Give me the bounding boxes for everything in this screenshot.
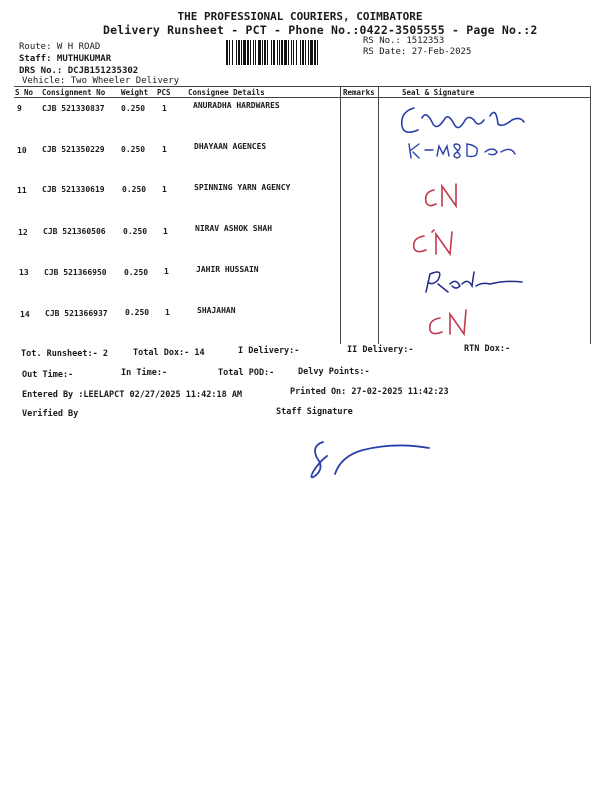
col-pcs: PCS <box>157 88 171 97</box>
table-right-border <box>590 86 591 344</box>
drs-number: DRS No.: DCJB151235302 <box>19 66 139 76</box>
row-pcs: 1 <box>163 227 168 236</box>
row-weight: 0.250 <box>125 308 150 317</box>
row-weight: 0.250 <box>124 268 149 277</box>
row-consignment: CJB 521330619 <box>42 185 105 194</box>
row-consignee: JAHIR HUSSAIN <box>196 265 259 274</box>
total-dox: Total Dox:- 14 <box>133 348 205 358</box>
row-pcs: 1 <box>162 185 167 194</box>
table-top-border <box>14 86 591 87</box>
in-time: In Time:- <box>121 368 168 378</box>
barcode-bar <box>318 40 319 65</box>
staff-signature-label: Staff Signature <box>276 407 353 417</box>
row-consignee: SPINNING YARN AGENCY <box>194 183 291 192</box>
row-sno: 11 <box>17 186 27 195</box>
row-consignment: CJB 521330837 <box>42 104 105 113</box>
rs-number: RS No.: 1512353 <box>363 36 445 46</box>
rtn-dox: RTN Dox:- <box>464 344 511 354</box>
remarks-left-border <box>340 86 341 344</box>
runsheet-subtitle: Delivery Runsheet - PCT - Phone No.:0422-3505555 - Page No.:2 <box>103 23 538 37</box>
row-consignment: CJB 521366950 <box>44 268 107 277</box>
route-text: Route: W H ROAD <box>19 42 101 52</box>
signature-row-14 <box>424 306 484 338</box>
row-pcs: 1 <box>164 267 169 276</box>
remarks-right-border <box>378 86 379 344</box>
row-sno: 13 <box>19 268 29 277</box>
vehicle-text: Vehicle: Two Wheeler Delivery <box>22 76 180 86</box>
company-title: THE PROFESSIONAL COURIERS, COIMBATORE <box>177 10 423 23</box>
total-pod: Total POD:- <box>218 368 275 378</box>
row-pcs: 1 <box>162 104 167 113</box>
rs-date: RS Date: 27-Feb-2025 <box>363 47 472 57</box>
signature-row-13 <box>420 264 530 298</box>
staff-signature <box>305 436 445 486</box>
col-consignee: Consignee Details <box>188 88 265 97</box>
i-delivery: I Delivery:- <box>238 346 300 356</box>
out-time: Out Time:- <box>22 370 74 380</box>
row-weight: 0.250 <box>121 104 146 113</box>
col-weight: Weight <box>121 88 149 97</box>
row-consignment: CJB 521350229 <box>42 145 105 154</box>
entered-by: Entered By :LEELAPCT 02/27/2025 11:42:18 AM <box>22 390 243 400</box>
signature-row-11 <box>420 180 470 212</box>
row-consignment: CJB 521360506 <box>43 227 106 236</box>
row-sno: 10 <box>17 146 27 155</box>
row-sno: 9 <box>17 104 22 113</box>
total-runsheet: Tot. Runsheet:- 2 <box>21 349 108 359</box>
row-sno: 14 <box>20 310 30 319</box>
barcode-image <box>226 40 352 65</box>
row-consignee: DHAYAAN AGENCES <box>194 142 267 151</box>
row-consignee: NIRAV ASHOK SHAH <box>195 224 273 233</box>
row-consignee: ANURADHA HARDWARES <box>193 101 280 110</box>
col-consignment: Consignment No <box>42 88 106 97</box>
col-remarks: Remarks <box>343 88 375 97</box>
row-consignment: CJB 521366937 <box>45 309 108 318</box>
signature-row-9 <box>392 98 542 142</box>
signature-row-10 <box>405 140 525 162</box>
row-consignee: SHAJAHAN <box>197 306 236 315</box>
row-pcs: 1 <box>165 308 170 317</box>
row-sno: 12 <box>18 228 28 237</box>
row-weight: 0.250 <box>121 145 146 154</box>
delvy-points: Delvy Points:- <box>298 367 370 377</box>
col-sno: S No <box>15 88 34 97</box>
row-pcs: 1 <box>162 145 167 154</box>
staff-text: Staff: MUTHUKUMAR <box>19 54 112 64</box>
verified-by: Verified By <box>22 409 79 419</box>
signature-row-12 <box>408 226 468 258</box>
row-weight: 0.250 <box>122 185 147 194</box>
col-seal-signature: Seal & Signature <box>402 88 475 97</box>
printed-on: Printed On: 27-02-2025 11:42:23 <box>290 387 449 397</box>
row-weight: 0.250 <box>123 227 148 236</box>
ii-delivery: II Delivery:- <box>347 345 414 355</box>
